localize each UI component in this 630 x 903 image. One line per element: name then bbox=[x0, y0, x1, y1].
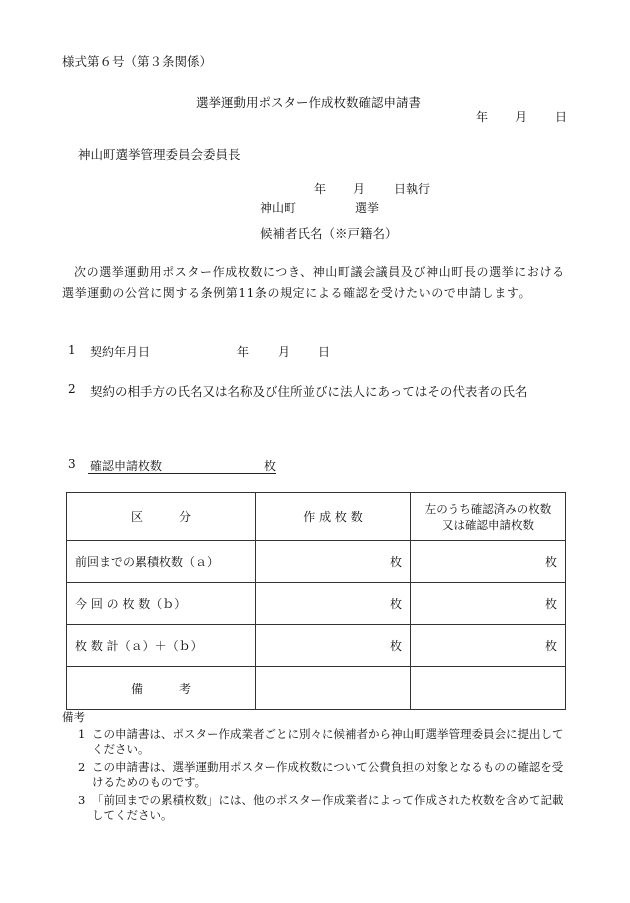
row-remarks-confirmed[interactable] bbox=[411, 667, 566, 710]
row-label-current: 今 回 の 枚 数（ｂ） bbox=[67, 583, 256, 625]
note-item bbox=[62, 760, 572, 790]
item3-underline bbox=[88, 473, 276, 474]
candidate-name-label: 候補者氏名（※戸籍名） bbox=[260, 226, 398, 241]
item1-day: 日 bbox=[318, 345, 331, 359]
notes-heading: 備考 bbox=[62, 710, 85, 724]
recipient: 神山町選挙管理委員会委員長 bbox=[78, 147, 241, 162]
table-row bbox=[67, 625, 566, 667]
note-item bbox=[62, 727, 572, 757]
item3-label: 確認申請枚数 bbox=[90, 459, 163, 473]
item1-number: 1 bbox=[68, 343, 76, 357]
note-number: 3 bbox=[78, 793, 86, 807]
note-number: 1 bbox=[78, 727, 86, 741]
item2-number: 2 bbox=[68, 382, 76, 396]
note-text: この申請書は、ポスター作成業者ごとに別々に候補者から神山町選挙管理委員会に提出してください。 bbox=[92, 727, 564, 756]
row-previous-created[interactable]: 枚 bbox=[256, 541, 411, 583]
header-category: 区 分 bbox=[67, 493, 256, 541]
row-current-created[interactable]: 枚 bbox=[256, 583, 411, 625]
election-town: 神山町 bbox=[260, 201, 297, 215]
date-year: 年 bbox=[476, 110, 489, 124]
item1-month: 月 bbox=[278, 345, 291, 359]
document-title: 選挙運動用ポスター作成枚数確認申請書 bbox=[196, 95, 422, 110]
row-previous-confirmed[interactable]: 枚 bbox=[411, 541, 566, 583]
header-confirmed-count bbox=[411, 493, 566, 541]
sheet-count-table bbox=[66, 492, 566, 710]
election-label: 選挙 bbox=[355, 201, 380, 215]
item2-label: 契約の相手方の氏名又は名称及び住所並びに法人にあってはその代表者の氏名 bbox=[90, 384, 528, 399]
row-label-remarks: 備 考 bbox=[67, 667, 256, 710]
note-number: 2 bbox=[78, 760, 86, 774]
header-created-count: 作 成 枚 数 bbox=[256, 493, 411, 541]
header-confirmed-line1: 左のうち確認済みの枚数 bbox=[424, 501, 552, 516]
table-row bbox=[67, 583, 566, 625]
note-item bbox=[62, 793, 572, 823]
row-current-confirmed[interactable]: 枚 bbox=[411, 583, 566, 625]
table-header-row bbox=[67, 493, 566, 541]
notes bbox=[62, 710, 572, 826]
execution-year: 年 bbox=[314, 182, 327, 196]
table-row bbox=[67, 667, 566, 710]
row-label-total: 枚 数 計（ａ）＋（ｂ） bbox=[67, 625, 256, 667]
body-text: 次の選挙運動用ポスター作成枚数につき、神山町議会議員及び神山町長の選挙における選挙運動の公営に関する条例第11条の規定による確認を受けたいので申請します。 bbox=[62, 265, 565, 300]
row-remarks-created[interactable] bbox=[256, 667, 411, 710]
date-day: 日 bbox=[555, 110, 568, 124]
note-text: 「前回までの累積枚数」には、他のポスター作成業者によって作成された枚数を含めて記載してください。 bbox=[92, 793, 564, 822]
execution-month: 月 bbox=[353, 182, 366, 196]
item1-label: 契約年月日 bbox=[90, 345, 151, 359]
item1-year: 年 bbox=[237, 345, 250, 359]
execution-day: 日執行 bbox=[394, 182, 431, 196]
item3-unit: 枚 bbox=[264, 459, 277, 473]
table-row bbox=[67, 541, 566, 583]
header-confirmed-line2: 又は確認申請枚数 bbox=[442, 517, 534, 532]
note-text: この申請書は、選挙運動用ポスター作成枚数について公費負担の対象となるものの確認を受けるためのものです。 bbox=[92, 760, 564, 789]
row-label-previous: 前回までの累積枚数（ａ） bbox=[67, 541, 256, 583]
item3-number: 3 bbox=[68, 457, 76, 471]
form-id: 様式第６号（第３条関係） bbox=[62, 54, 213, 69]
row-total-confirmed[interactable]: 枚 bbox=[411, 625, 566, 667]
row-total-created[interactable]: 枚 bbox=[256, 625, 411, 667]
date-month: 月 bbox=[515, 110, 528, 124]
